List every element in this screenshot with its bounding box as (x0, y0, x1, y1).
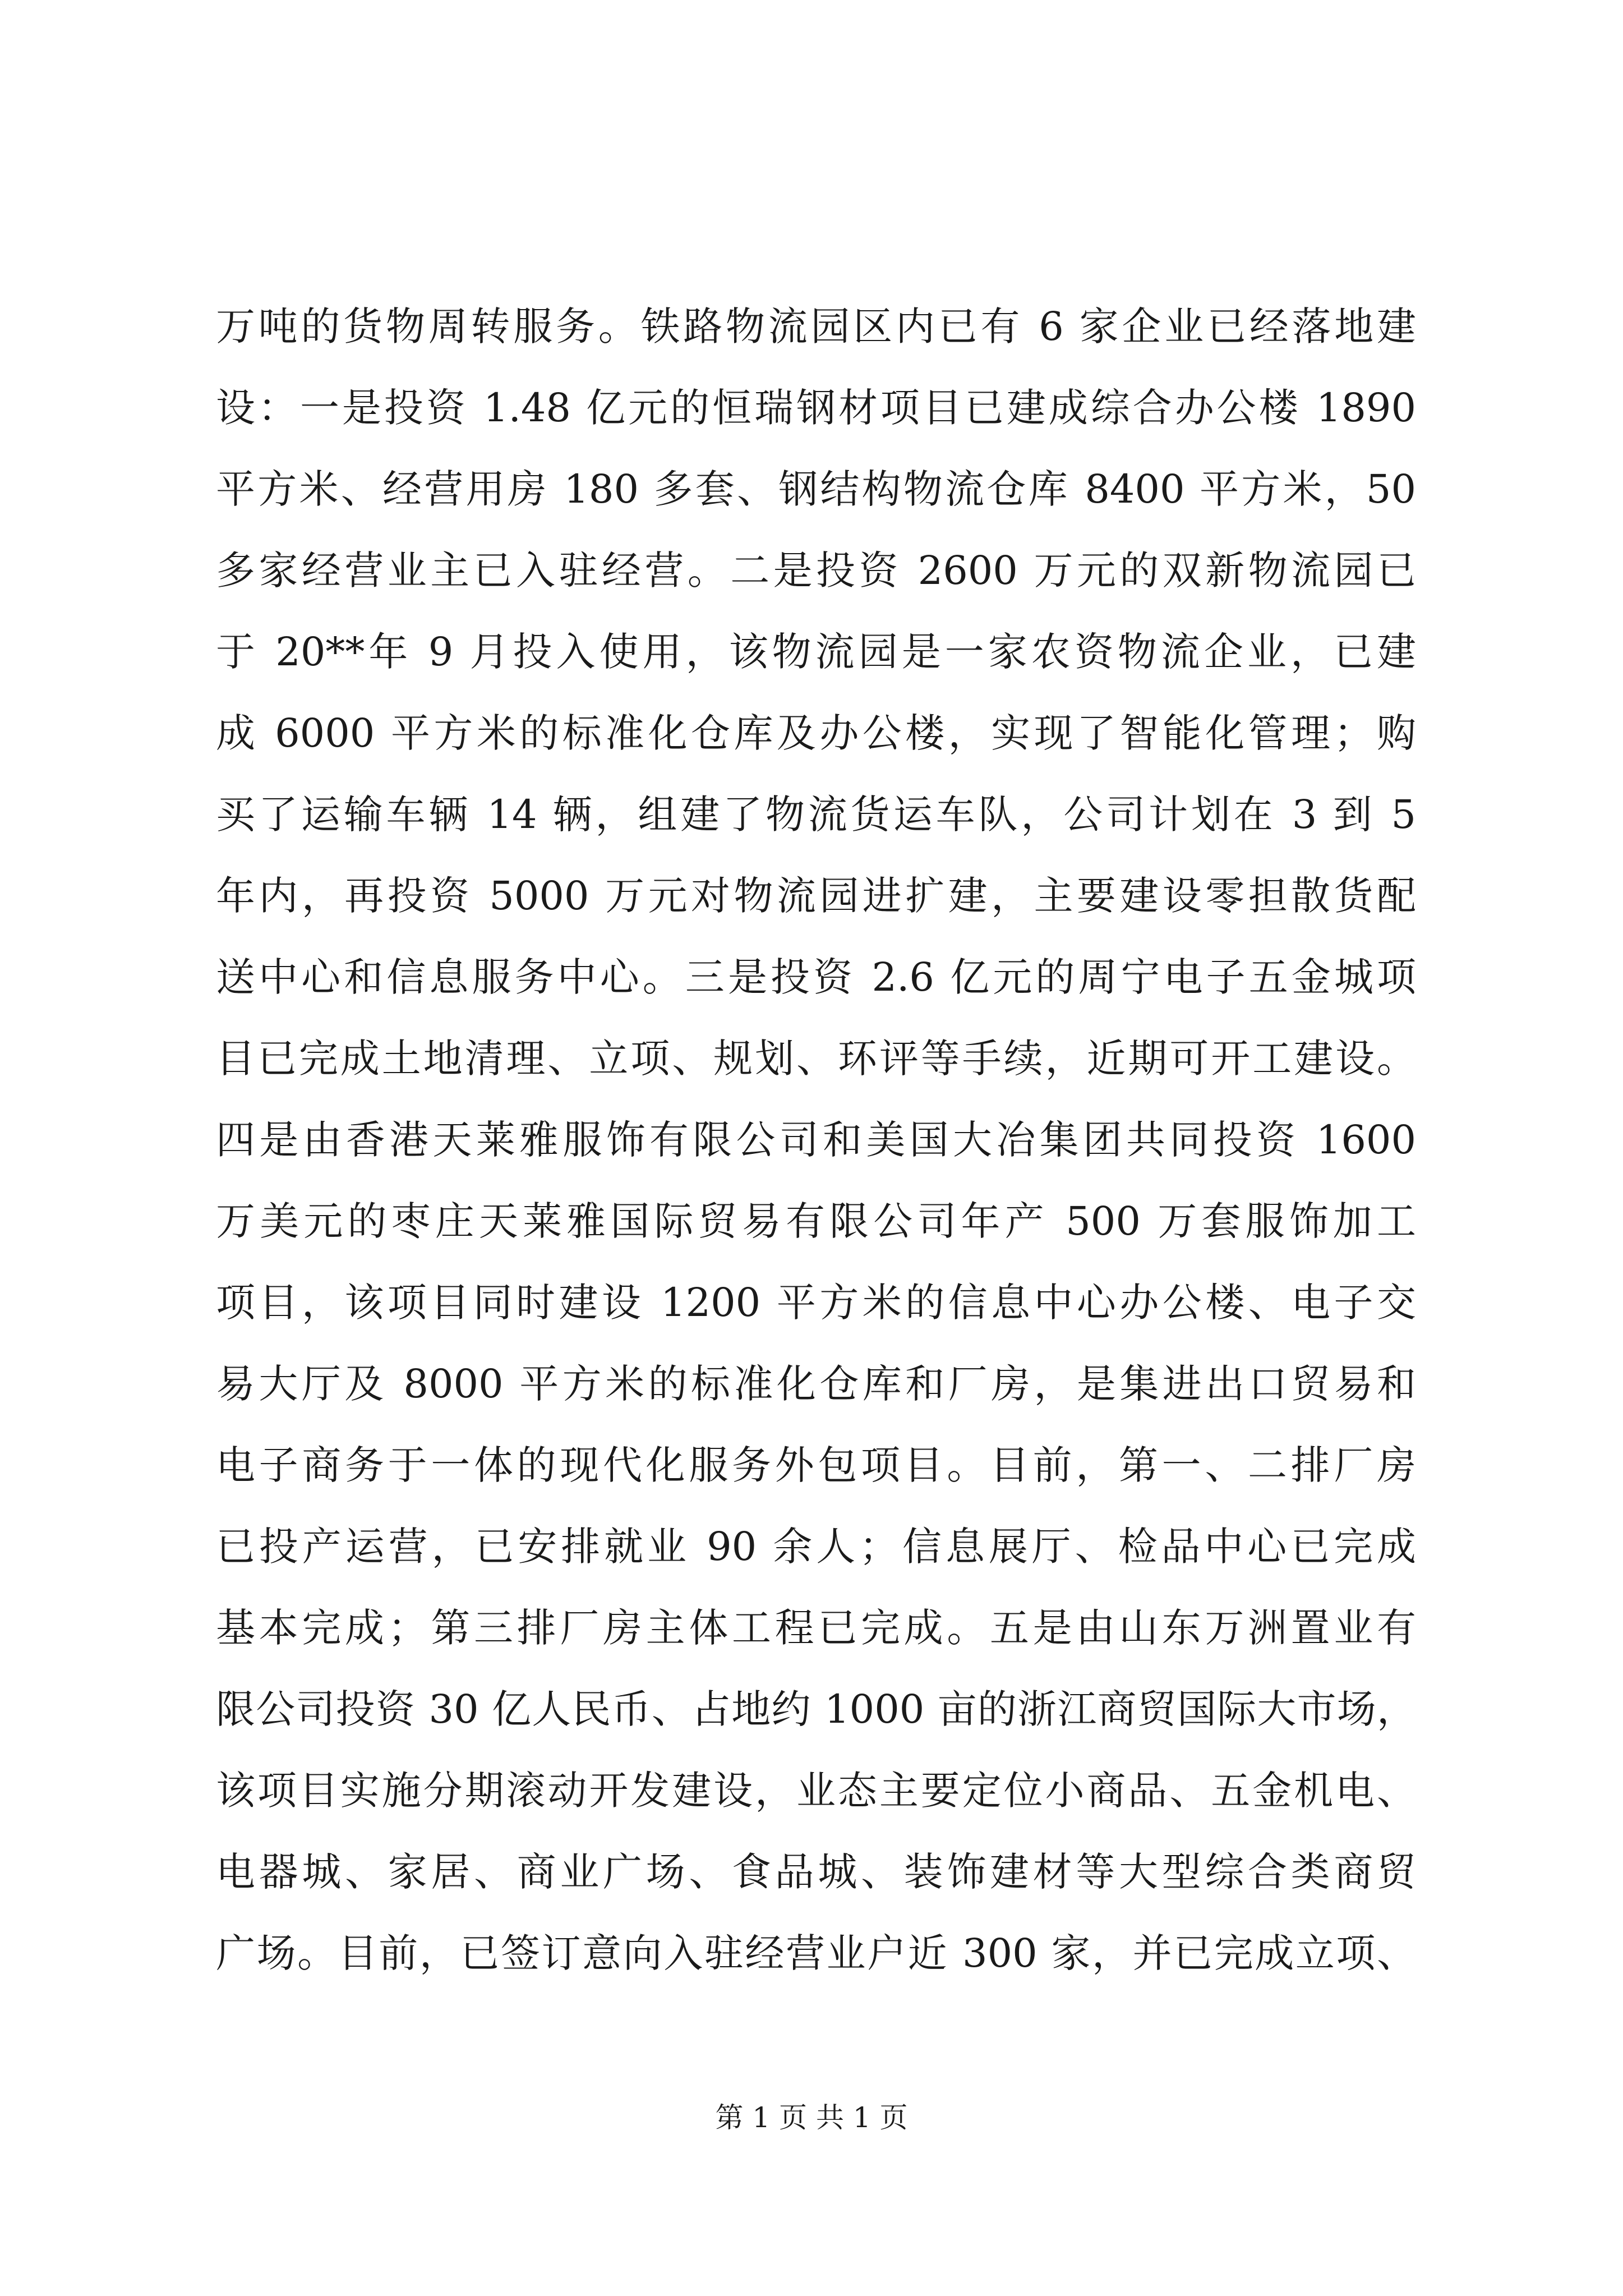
text-line: 万美元的枣庄天莱雅国际贸易有限公司年产 500 万套服饰加工 (216, 1198, 1416, 1244)
text-line: 设：一是投资 1.48 亿元的恒瑞钢材项目已建成综合办公楼 1890 (216, 385, 1416, 431)
text-line: 平方米、经营用房 180 多套、钢结构物流仓库 8400 平方米，50 (216, 466, 1416, 512)
text-line: 万吨的货物周转服务。铁路物流园区内已有 6 家企业已经落地建 (216, 303, 1416, 349)
text-line: 送中心和信息服务中心。三是投资 2.6 亿元的周宁电子五金城项 (216, 954, 1416, 1000)
text-line: 买了运输车辆 14 辆，组建了物流货运车队，公司计划在 3 到 5 (216, 792, 1416, 838)
text-line: 年内，再投资 5000 万元对物流园进扩建，主要建设零担散货配 (216, 873, 1416, 919)
text-line: 该项目实施分期滚动开发建设，业态主要定位小商品、五金机电、 (216, 1768, 1416, 1814)
text-line: 项目，该项目同时建设 1200 平方米的信息中心办公楼、电子交 (216, 1280, 1416, 1326)
body-text (216, 286, 1416, 1994)
text-line: 广场。目前，已签订意向入驻经营业户近 300 家，并已完成立项、 (216, 1930, 1416, 1976)
text-line: 多家经营业主已入驻经营。二是投资 2600 万元的双新物流园已 (216, 547, 1416, 593)
text-line: 易大厅及 8000 平方米的标准化仓库和厂房，是集进出口贸易和 (216, 1361, 1416, 1407)
text-line: 目已完成土地清理、立项、规划、环评等手续，近期可开工建设。 (216, 1036, 1416, 1082)
text-line: 基本完成；第三排厂房主体工程已完成。五是由山东万洲置业有 (216, 1605, 1416, 1651)
text-line: 电器城、家居、商业广场、食品城、装饰建材等大型综合类商贸 (216, 1849, 1416, 1895)
text-line: 限公司投资 30 亿人民币、占地约 1000 亩的浙江商贸国际大市场， (216, 1686, 1416, 1732)
text-line: 成 6000 平方米的标准化仓库及办公楼，实现了智能化管理；购 (216, 710, 1416, 756)
text-line: 已投产运营，已安排就业 90 余人；信息展厅、检品中心已完成 (216, 1524, 1416, 1570)
text-line: 电子商务于一体的现代化服务外包项目。目前，第一、二排厂房 (216, 1442, 1416, 1488)
page-footer: 第 1 页 共 1 页 (715, 2101, 908, 2134)
text-line: 于 20**年 9 月投入使用，该物流园是一家农资物流企业，已建 (216, 629, 1416, 675)
text-line: 四是由香港天莱雅服饰有限公司和美国大冶集团共同投资 1600 (216, 1117, 1416, 1163)
